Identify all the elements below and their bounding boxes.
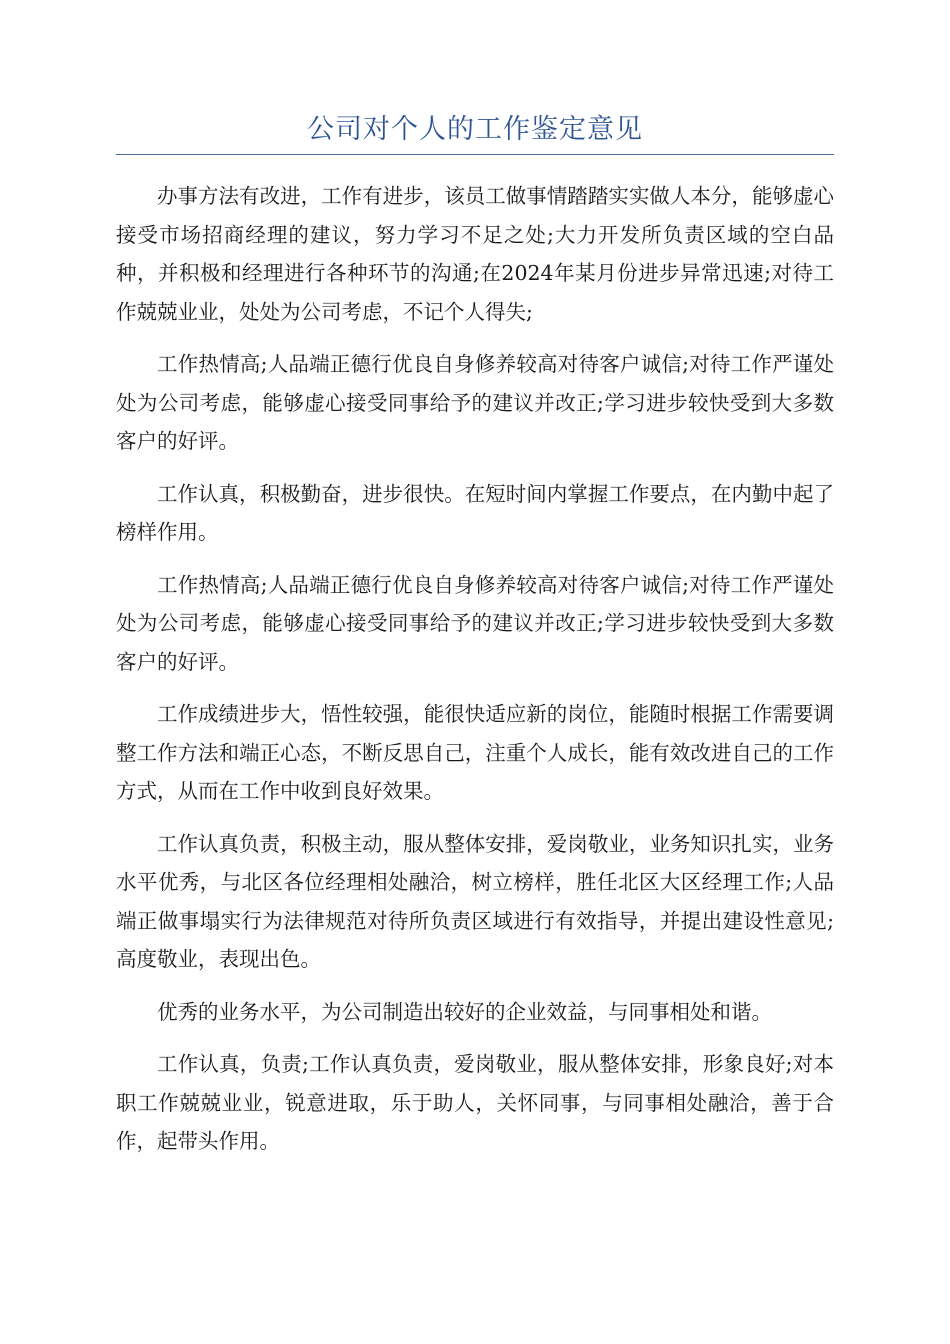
document-body [116, 177, 834, 1161]
paragraph: 工作认真负责，积极主动，服从整体安排，爱岗敬业，业务知识扎实，业务水平优秀，与北区各位经理相处融洽，树立榜样，胜任北区大区经理工作;人品端正做事塌实行为法律规范对待所负责区域进行有效指导，并提出建设性意见;高度敬业，表现出色。 [116, 831, 834, 971]
paragraph: 优秀的业务水平，为公司制造出较好的企业效益，与同事相处和谐。 [157, 999, 772, 1024]
document-title: 公司对个人的工作鉴定意见 [307, 114, 643, 145]
paragraph: 工作认真，负责;工作认真负责，爱岗敬业，服从整体安排，形象良好;对本职工作兢兢业业，锐意进取，乐于助人，关怀同事，与同事相处融洽，善于合作，起带头作用。 [116, 1052, 834, 1153]
document-page [116, 112, 834, 1175]
paragraph: 工作热情高;人品端正德行优良自身修养较高对待客户诚信;对待工作严谨处处为公司考虑，能够虚心接受同事给予的建议并改正;学习进步较快受到大多数客户的好评。 [116, 352, 834, 453]
paragraph: 办事方法有改进，工作有进步，该员工做事情踏踏实实做人本分，能够虚心接受市场招商经理的建议，努力学习不足之处;大力开发所负责区域的空白品种，并积极和经理进行各种环节的沟通;在2024年某月份进步异常迅速;对待工作兢兢业业，处处为公司考虑，不记个人得失; [116, 184, 834, 324]
paragraph: 工作成绩进步大，悟性较强，能很快适应新的岗位，能随时根据工作需要调整工作方法和端正心态，不断反思自己，注重个人成长，能有效改进自己的工作方式，从而在工作中收到良好效果。 [116, 702, 834, 803]
paragraph: 工作热情高;人品端正德行优良自身修养较高对待客户诚信;对待工作严谨处处为公司考虑，能够虚心接受同事给予的建议并改正;学习进步较快受到大多数客户的好评。 [116, 572, 834, 674]
paragraph: 工作认真，积极勤奋，进步很快。在短时间内掌握工作要点，在内勤中起了榜样作用。 [116, 481, 834, 544]
title-block [116, 112, 834, 155]
